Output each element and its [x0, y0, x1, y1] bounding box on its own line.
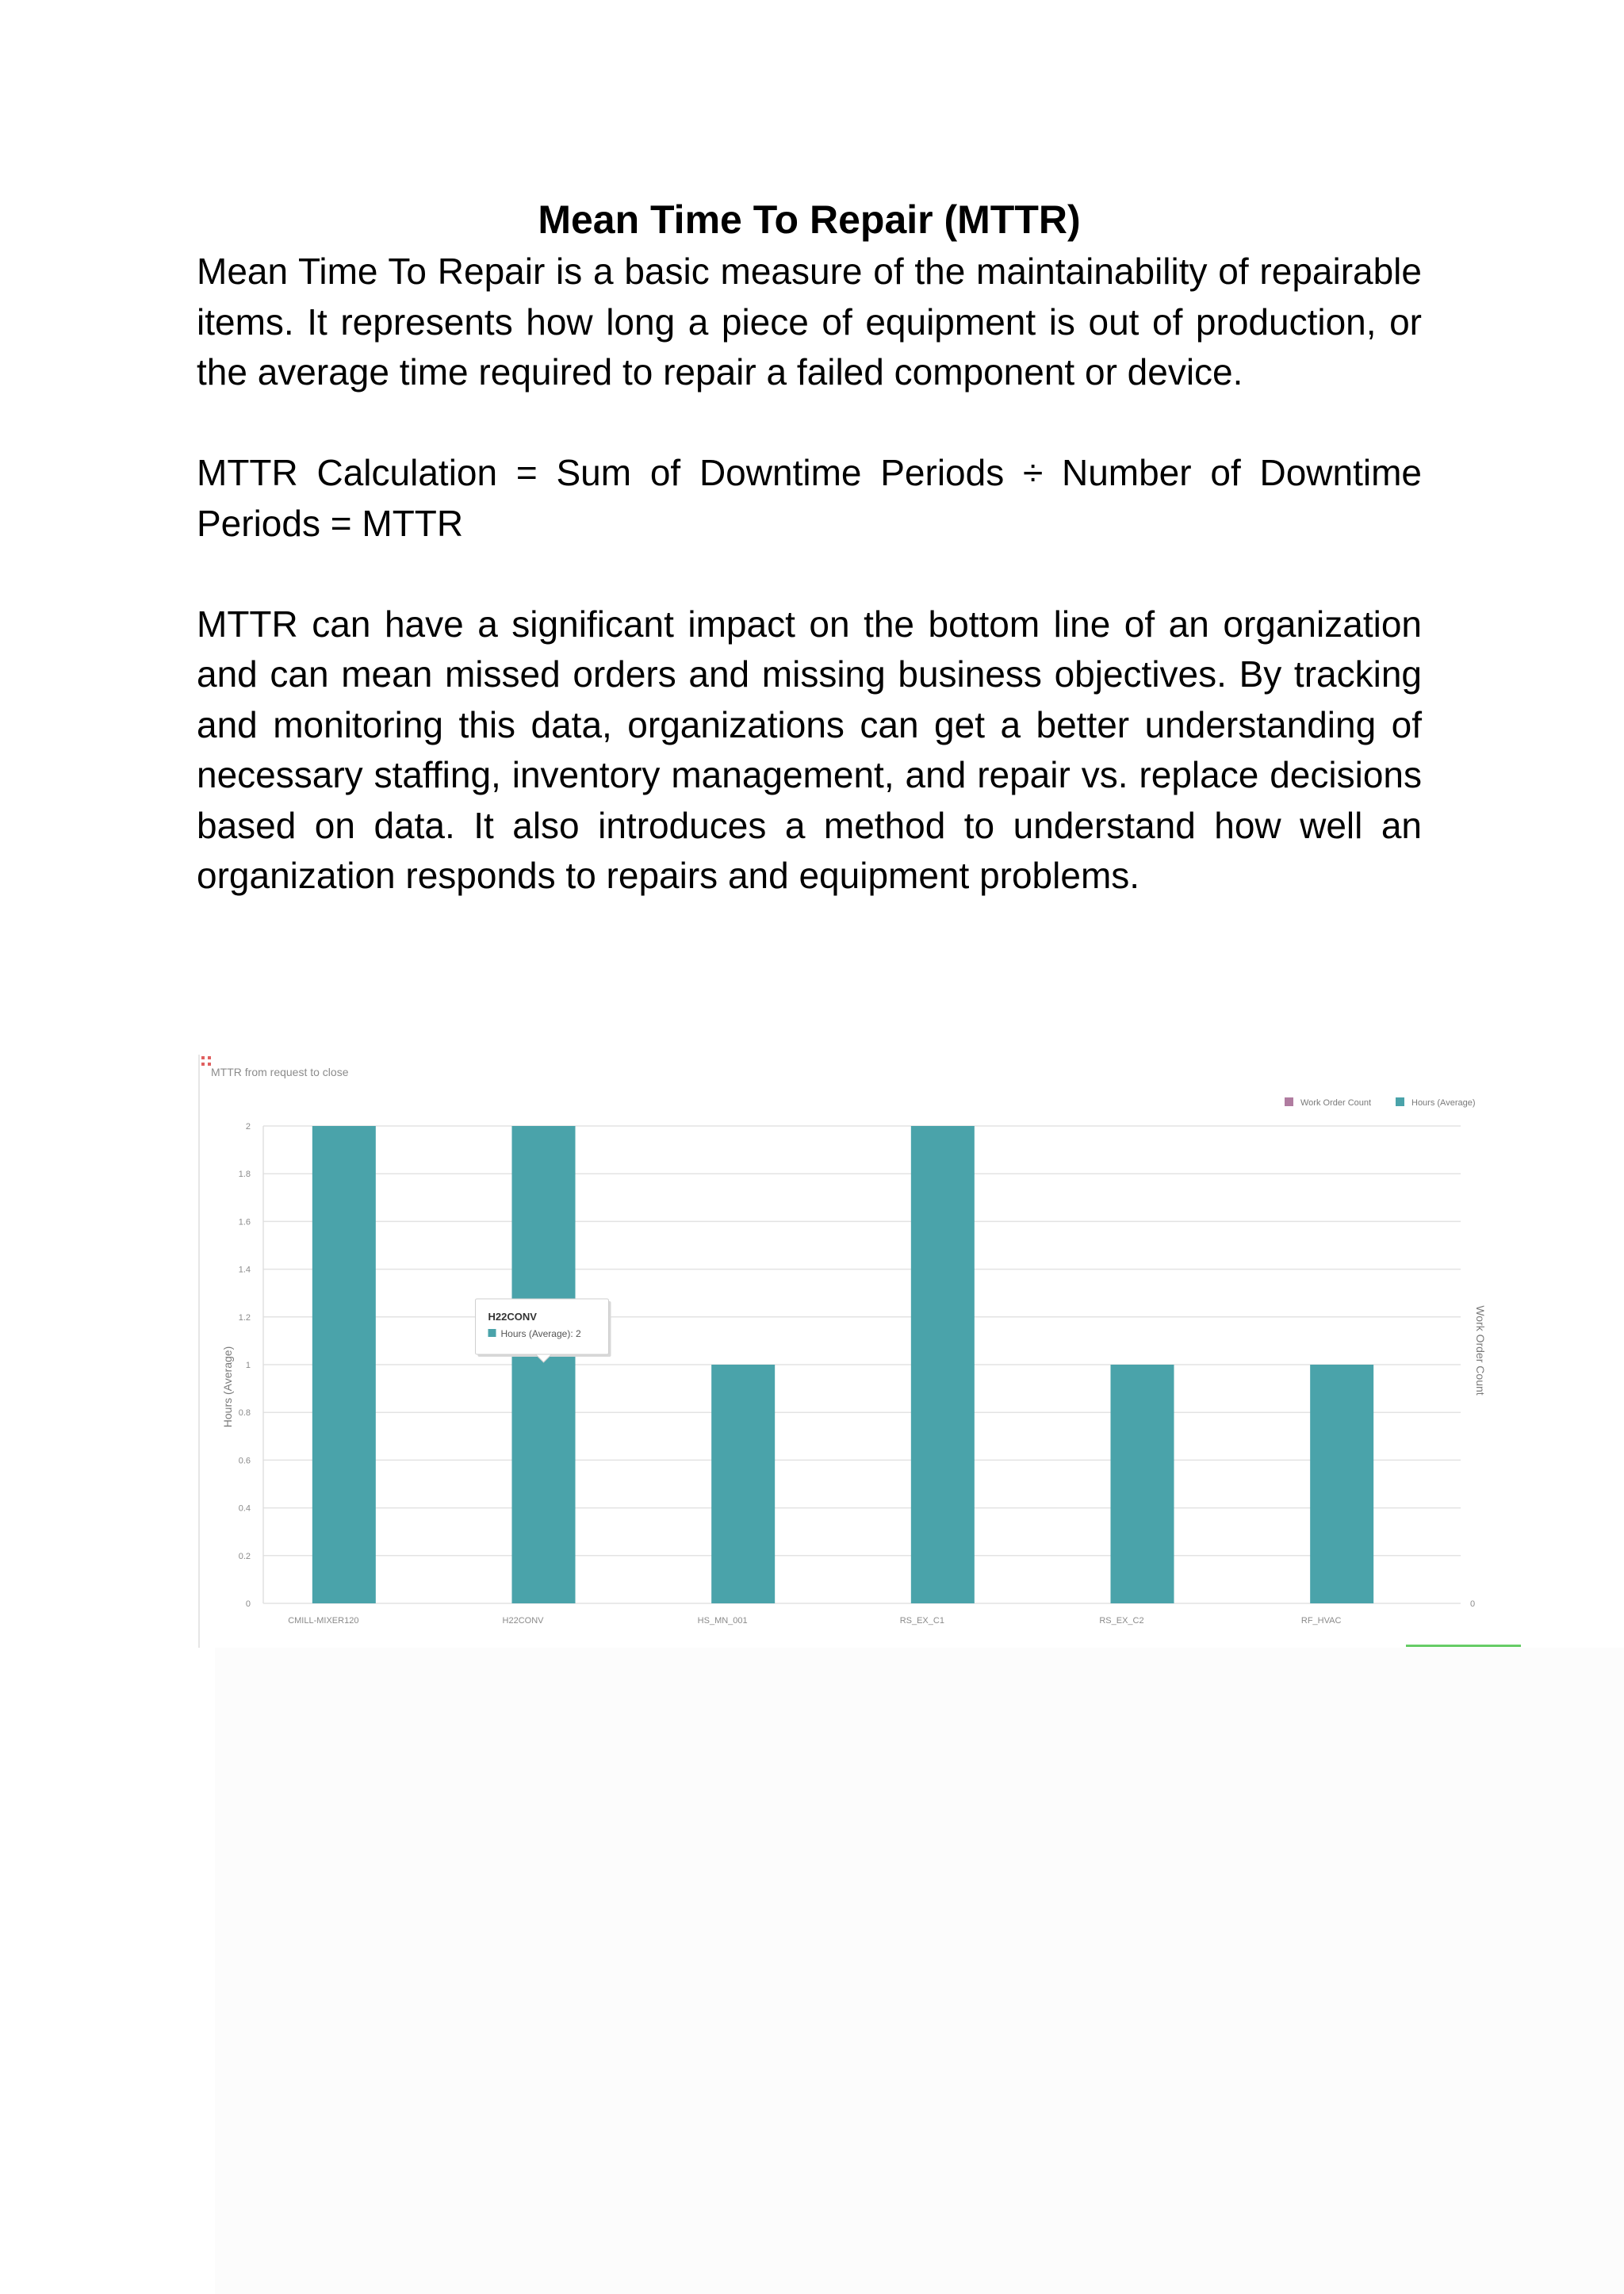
- document-title: Mean Time To Repair (MTTR): [538, 197, 1081, 242]
- tooltip-swatch: [488, 1329, 496, 1337]
- bar-rs_ex_c1: [911, 1126, 975, 1603]
- y-axis-ticks: [239, 1122, 1475, 1609]
- y-tick-label: 1: [245, 1361, 251, 1370]
- x-axis-ticks: [288, 1616, 1341, 1626]
- legend-swatch: [1396, 1097, 1404, 1106]
- expand-icon[interactable]: [200, 1055, 213, 1067]
- chart-tooltip: [476, 1299, 611, 1362]
- bar-cmill-mixer120: [312, 1126, 376, 1603]
- tooltip-title: H22CONV: [488, 1311, 537, 1323]
- legend-label: Work Order Count: [1300, 1098, 1372, 1108]
- y-tick-label-right: 0: [1470, 1599, 1476, 1609]
- y-tick-label: 0.8: [238, 1408, 251, 1419]
- y-tick-label: 0.6: [238, 1456, 251, 1466]
- y-tick-label: 0.2: [238, 1551, 251, 1561]
- blank-panel: [215, 1648, 1624, 2294]
- mttr-bar-chart: [200, 1055, 1522, 1648]
- y-tick-label: 2: [245, 1122, 251, 1132]
- paragraph-impact: MTTR can have a significant impact on the bottom line of an organization and can mean missed orders and missing business objectives. By tracking and monitoring this data, organizations can get a better understanding of necessary staffing, inventory management, and repair vs. replace decisions based on data. It also introduces a method to understand how well an organization responds to repairs and equipment problems.: [197, 603, 1422, 896]
- x-tick-label: CMILL-MIXER120: [288, 1616, 359, 1626]
- chart-title: MTTR from request to close: [211, 1066, 349, 1078]
- document: [197, 194, 1422, 902]
- y-tick-label: 1.2: [238, 1312, 251, 1323]
- mttr-chart-panel: [198, 1055, 1522, 1648]
- paragraph-calculation: MTTR Calculation = Sum of Downtime Periods ÷ Number of Downtime Periods = MTTR: [197, 452, 1422, 544]
- bar-rs_ex_c2: [1111, 1365, 1174, 1603]
- tooltip-text: Hours (Average): 2: [500, 1328, 581, 1339]
- bar-h22conv: [512, 1126, 576, 1603]
- y-tick-label: 1.8: [238, 1170, 251, 1180]
- x-tick-label: RS_EX_C1: [899, 1616, 944, 1626]
- bar-rf_hvac: [1310, 1365, 1373, 1603]
- x-tick-label: RS_EX_C2: [1099, 1616, 1144, 1626]
- x-tick-label: HS_MN_001: [697, 1616, 748, 1626]
- y-tick-label: 0: [245, 1599, 251, 1609]
- x-tick-label: H22CONV: [502, 1616, 544, 1626]
- y-tick-label: 1.6: [238, 1217, 251, 1227]
- legend-swatch: [1285, 1097, 1293, 1106]
- bar-hs_mn_001: [711, 1365, 775, 1603]
- scroll-indicator: [1406, 1645, 1521, 1647]
- paragraph-definition: Mean Time To Repair is a basic measure of the maintainability of repairable items. It represents how long a piece of equipment is out of production, or the average time required to repair a failed component or device.: [197, 251, 1422, 393]
- y-tick-label: 0.4: [238, 1503, 251, 1514]
- tooltip-box: [476, 1299, 609, 1354]
- y-axis-label: Hours (Average): [221, 1346, 234, 1428]
- x-tick-label: RF_HVAC: [1300, 1616, 1342, 1626]
- y-tick-label: 1.4: [238, 1265, 251, 1275]
- y-axis-label-right: Work Order Count: [1474, 1305, 1487, 1396]
- legend-label: Hours (Average): [1411, 1098, 1476, 1108]
- chart-legend[interactable]: [1285, 1097, 1476, 1108]
- chart-gridlines: [263, 1126, 1461, 1603]
